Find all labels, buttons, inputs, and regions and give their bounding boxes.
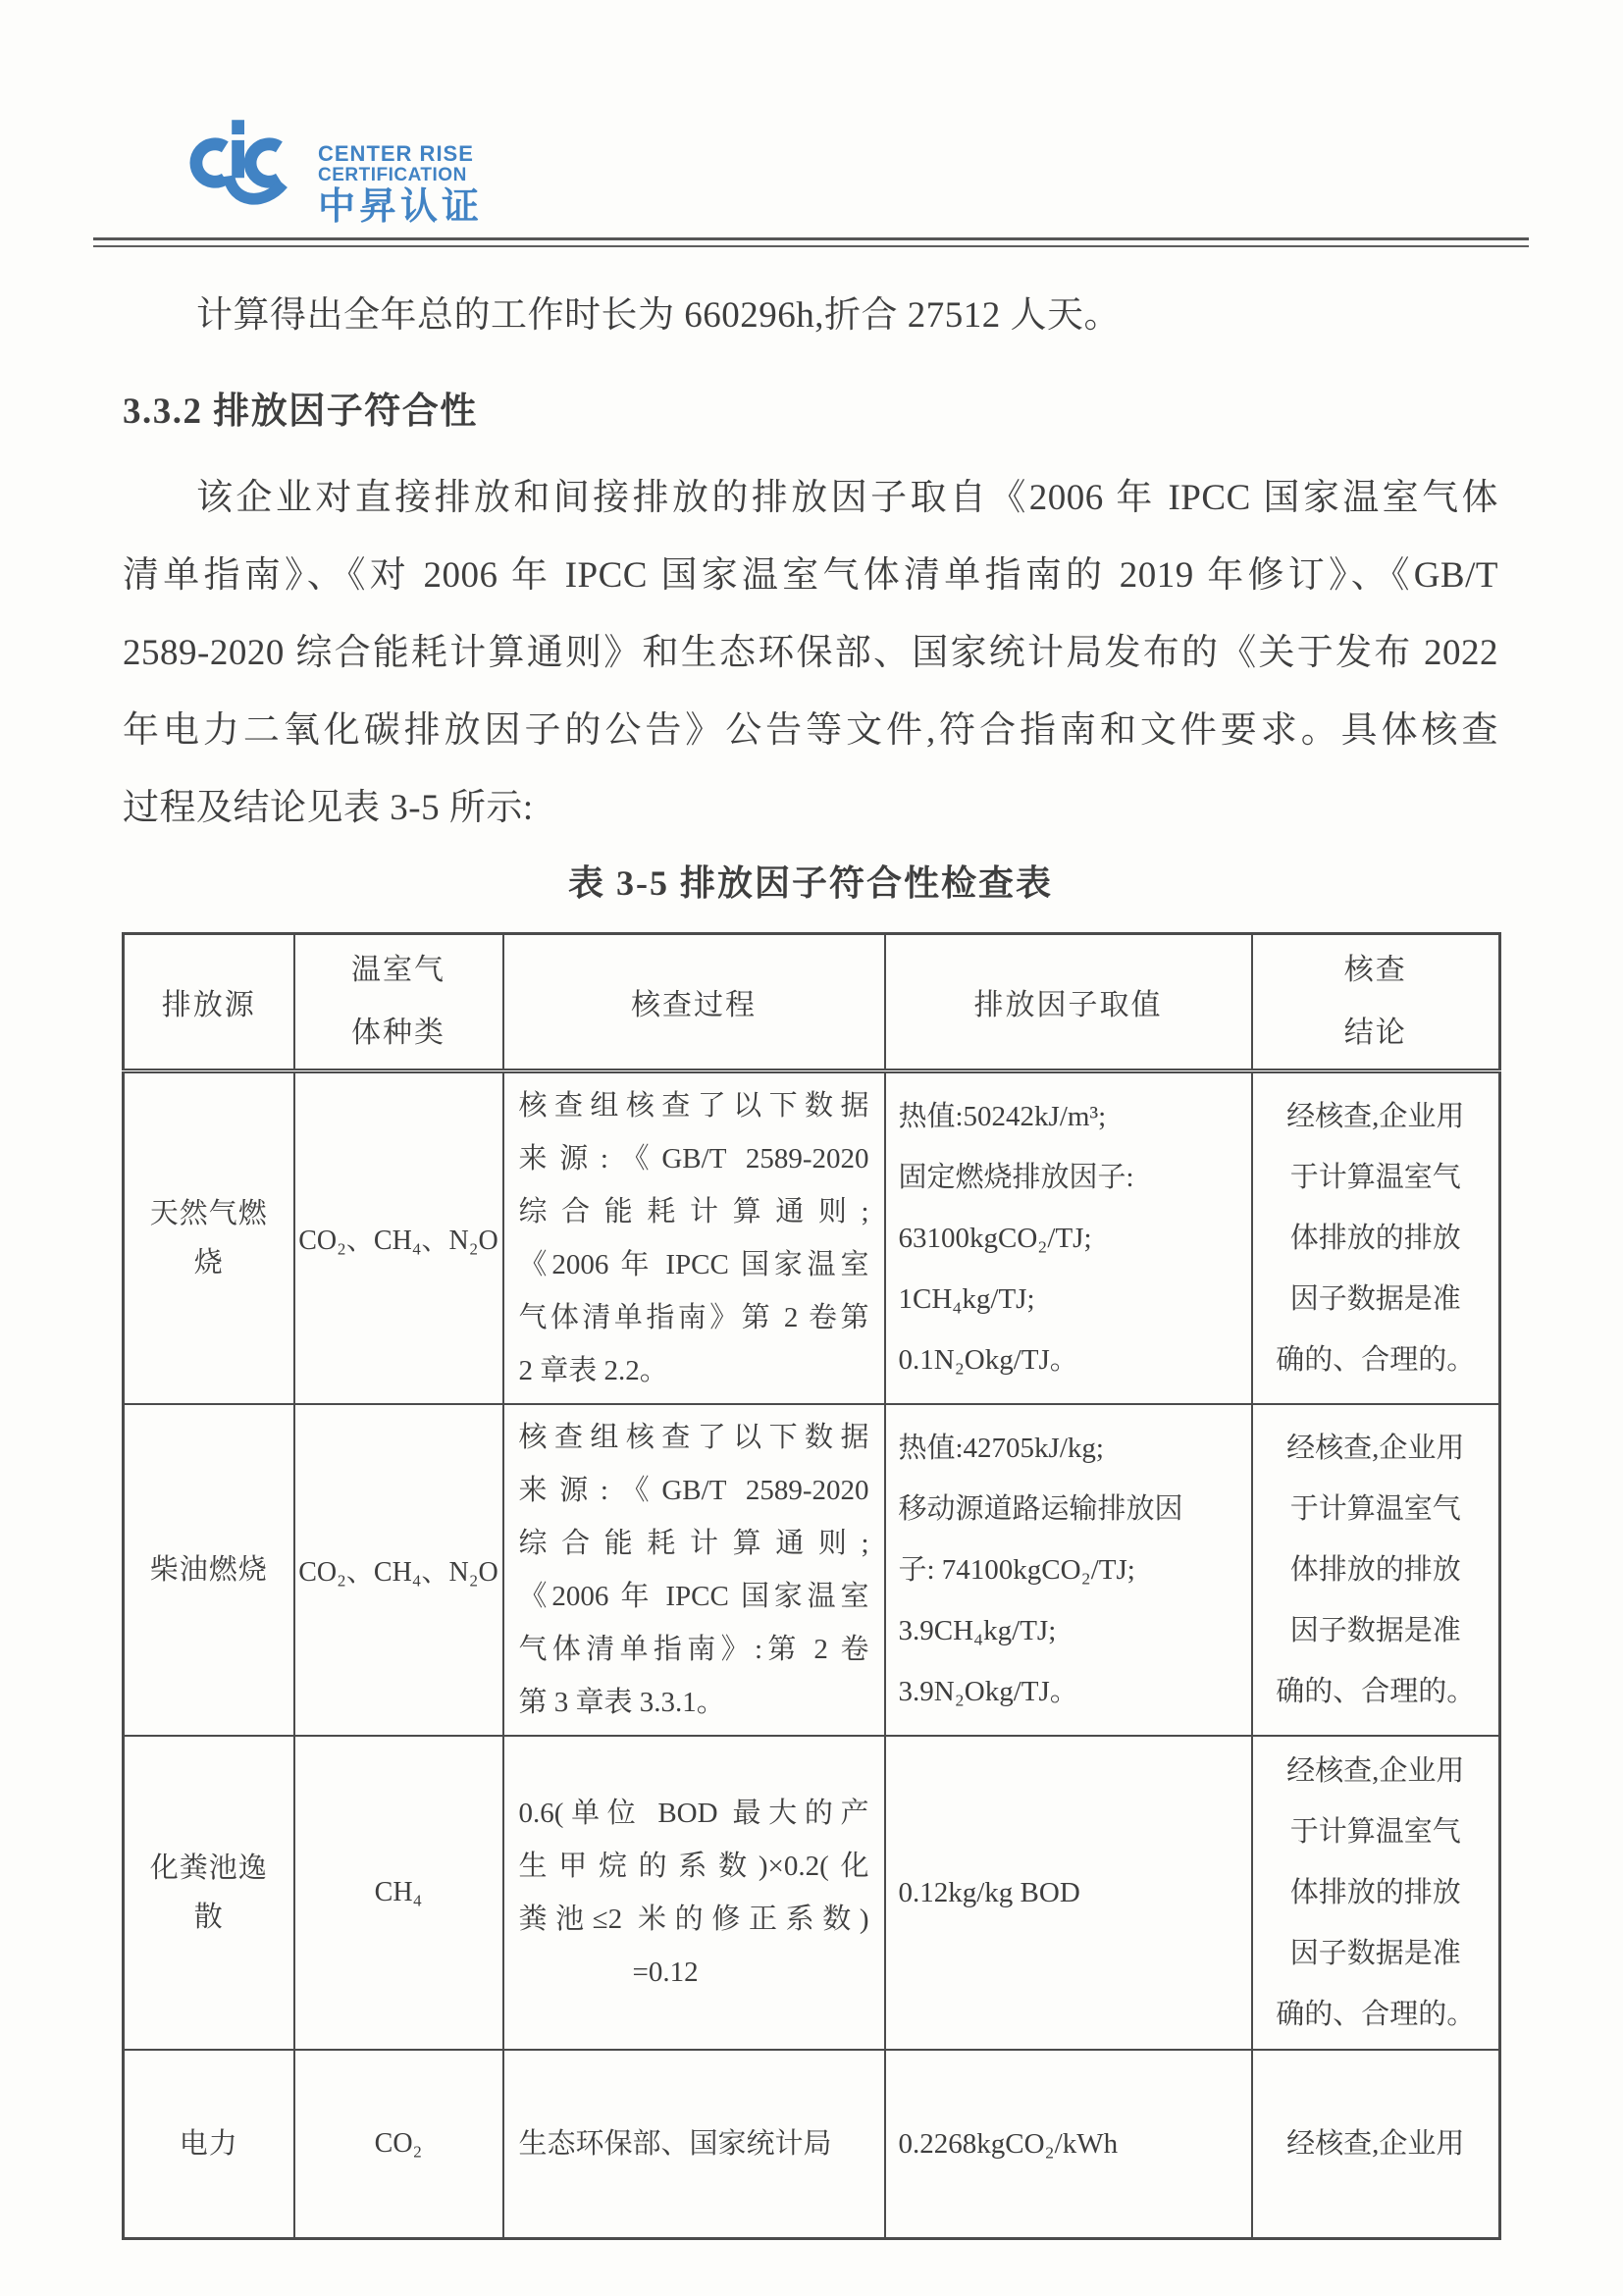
row4-factor: 0.2268kgCO₂/kWh — [885, 2050, 1252, 2238]
row2-conclusion: 经核查,企业用 于计算温室气 体排放的排放 因子数据是准 确的、合理的。 — [1252, 1404, 1500, 1736]
row4-source: 电力 — [124, 2050, 294, 2238]
crc-logo-icon — [183, 118, 308, 214]
col-header-source: 排放源 — [124, 934, 294, 1071]
emission-factor-table — [122, 932, 1501, 2240]
body-paragraph: 该企业对直接排放和间接排放的排放因子取自《2006 年 IPCC 国家温室气体 清单指南》、《对 2006 年 IPCC 国家温室气体清单指南的 2019 年修订》、《GB/T 2589-2020 综合能耗计算通则》和生态环保部、国家统计局发布的《关于发布 2022 年电力二氧化碳排放因子的公告》公告等文件,符合指南和文件要求。具体核查 过程及结论见表 3-5 所示: — [123, 478, 1498, 828]
row1-gases: CO₂、CH₄、N₂O — [294, 1071, 503, 1405]
row1-factor: 热值:50242kJ/m³; 固定燃烧排放因子: 63100kgCO₂/TJ; 1CH₄kg/TJ; 0.1N₂Okg/TJ。 — [885, 1071, 1252, 1405]
row4-gases: CO₂ — [294, 2050, 503, 2238]
col-header-factor: 排放因子取值 — [885, 934, 1252, 1071]
intro-paragraph: 计算得出全年总的工作时长为 660296h,折合 27512 人天。 — [196, 295, 1121, 336]
row2-factor: 热值:42705kJ/kg; 移动源道路运输排放因 子: 74100kgCO₂/TJ; 3.9CH₄kg/TJ; 3.9N₂Okg/TJ。 — [885, 1404, 1252, 1736]
logo-text — [318, 143, 483, 229]
col-header-gas: 温室气 体种类 — [294, 934, 503, 1071]
logo-en-line2: CERTIFICATION — [318, 165, 467, 185]
row3-conclusion: 经核查,企业用 于计算温室气 体排放的排放 因子数据是准 确的、合理的。 — [1252, 1736, 1500, 2050]
section-heading: 3.3.2 排放因子符合性 — [123, 391, 478, 432]
row3-factor: 0.12kg/kg BOD — [885, 1736, 1252, 2050]
logo-cn-name: 中昇认证 — [318, 186, 484, 228]
row3-source: 化粪池逸 散 — [124, 1736, 294, 2050]
row1-source: 天然气燃 烧 — [124, 1071, 294, 1405]
row1-conclusion: 经核查,企业用 于计算温室气 体排放的排放 因子数据是准 确的、合理的。 — [1252, 1071, 1500, 1405]
header-divider — [93, 237, 1529, 247]
table-row — [124, 1404, 1500, 1736]
row3-process: 0.6(单位 BOD 最大的产 生甲烷的系数)×0.2(化 粪池≤2 米的修正系数) =0.12 — [503, 1736, 885, 2050]
col-header-process: 核查过程 — [503, 934, 885, 1071]
col-header-conclusion: 核查 结论 — [1252, 934, 1500, 1071]
row1-process: 核查组核查了以下数据 来源:《GB/T 2589-2020 综合能耗计算通则; 《2006 年 IPCC 国家温室 气体清单指南》第 2 卷第 2 章表 2.2。 — [503, 1071, 885, 1405]
row4-conclusion: 经核查,企业用 — [1252, 2050, 1500, 2238]
table-header-row — [124, 934, 1500, 1071]
table-row — [124, 2050, 1500, 2238]
row3-gases: CH₄ — [294, 1736, 503, 2050]
table-row — [124, 1071, 1500, 1405]
company-logo — [183, 118, 483, 229]
row4-process: 生态环保部、国家统计局 — [503, 2050, 885, 2238]
table-row — [124, 1736, 1500, 2050]
row2-process: 核查组核查了以下数据 来源:《GB/T 2589-2020 综合能耗计算通则; 《2006 年 IPCC 国家温室 气体清单指南》:第 2 卷 第 3 章表 3.3.1。 — [503, 1404, 885, 1736]
row2-gases: CO₂、CH₄、N₂O — [294, 1404, 503, 1736]
table-title: 表 3-5 排放因子符合性检查表 — [568, 863, 1053, 903]
row2-source: 柴油燃烧 — [124, 1404, 294, 1736]
logo-en-line1: CENTER RISE — [318, 141, 474, 166]
